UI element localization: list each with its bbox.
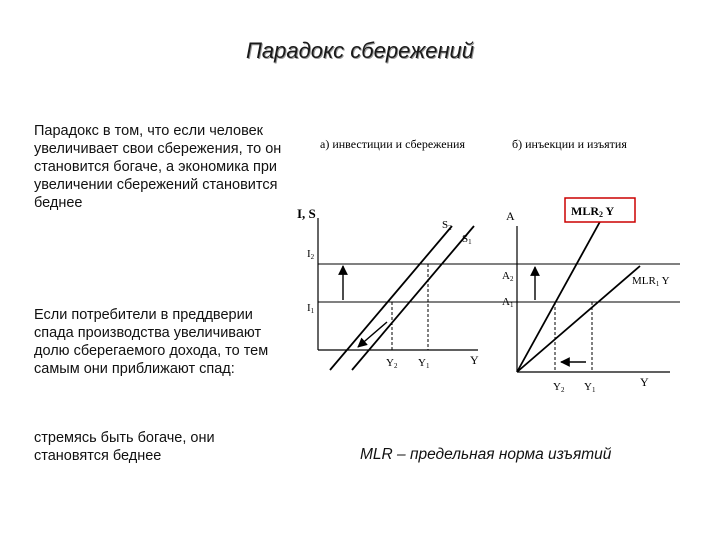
graph-b-mlr2-label: MLR2 Y bbox=[571, 204, 615, 219]
graph-b-a1-label: A1 bbox=[502, 296, 514, 309]
graph-b-mlr2-line bbox=[517, 218, 602, 372]
recession-explanation: Если потребители в преддверии спада производства увеличивают долю сберегаемого дохода, то тем самым они приближают спад: bbox=[34, 307, 269, 377]
graph-a-i1-label: I1 bbox=[307, 302, 315, 315]
graph-b bbox=[502, 137, 680, 394]
graph-a-s2-line bbox=[330, 226, 452, 370]
mlr-footnote: MLR – предельная норма изъятий bbox=[360, 446, 612, 463]
graph-b-y-axis-label: A bbox=[506, 209, 515, 223]
conclusion-text: стремясь быть богаче, они становятся беднее bbox=[34, 430, 215, 464]
graph-a-x-axis-label: Y bbox=[470, 353, 479, 367]
graph-b-x-axis-label: Y bbox=[640, 375, 649, 389]
paradox-explanation: Парадокс в том, что если человек увеличивает свои сбережения, то он становится богаче, а экономика при увеличении сбережений становится беднее bbox=[34, 123, 282, 211]
graph-a-caption: а) инвестиции и сбережения bbox=[320, 137, 465, 151]
graph-a-y1-label: Y1 bbox=[418, 357, 430, 370]
slide-title: Парадокс сбережений bbox=[245, 38, 475, 63]
graph-b-mlr1-label: MLR1 Y bbox=[632, 275, 670, 288]
graph-a-y-axis-label: I, S bbox=[297, 206, 316, 221]
graph-b-caption: б) инъекции и изъятия bbox=[512, 137, 627, 151]
graph-a-i2-label: I2 bbox=[307, 248, 315, 261]
graph-a-s2-label: S2 bbox=[442, 219, 452, 232]
graph-a-s1-line bbox=[352, 226, 474, 370]
graph-a bbox=[297, 137, 530, 370]
graph-b-y2-label: Y2 bbox=[553, 381, 565, 394]
graph-b-a2-label: A2 bbox=[502, 270, 514, 283]
graph-a-y2-label: Y2 bbox=[386, 357, 398, 370]
graph-b-y1-label: Y1 bbox=[584, 381, 596, 394]
graph-a-s1-label: S1 bbox=[462, 233, 472, 246]
